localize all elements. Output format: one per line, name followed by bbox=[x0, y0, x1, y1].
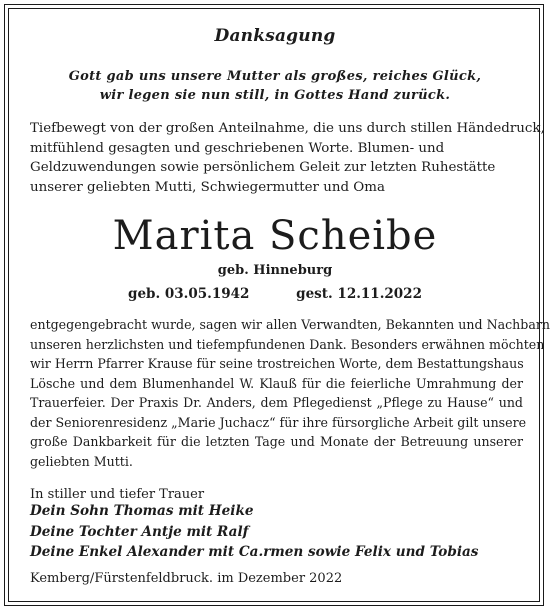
mourners-list bbox=[30, 501, 530, 563]
intro-line: mitfühlend gesagten und geschriebenen Worte. Blumen- und bbox=[30, 140, 445, 156]
thanks-line: wir Herrn Pfarrer Krause für seine trostreichen Worte, dem Bestattungshaus bbox=[30, 356, 524, 371]
birth-date: geb. 03.05.1942 bbox=[128, 286, 250, 302]
verse-line-1: Gott gab uns unsere Mutter als großes, reiches Glück, bbox=[68, 69, 482, 84]
intro-line: Tiefbewegt von der großen Anteilnahme, die uns durch stillen Händedruck, bbox=[30, 121, 545, 136]
mourner-grandchildren: Deine Enkel Alexander mit Ca.rmen sowie Felix und Tobias bbox=[30, 544, 479, 560]
thanks-line: der Seniorenresidenz „Marie Juchacz“ für ihre fürsorgliche Arbeit gilt unsere bbox=[30, 414, 527, 430]
thanks-line: unseren herzlichsten und tiefempfundenen Dank. Besonders erwähnen möchten bbox=[30, 336, 545, 352]
mourner-son: Dein Sohn Thomas mit Heike bbox=[30, 503, 254, 519]
thanks-line: Lösche und dem Blumenhandel W. Klauß für die feierliche Umrahmung der bbox=[30, 375, 523, 391]
mourner-daughter: Deine Tochter Antje mit Ralf bbox=[30, 523, 249, 540]
closing-phrase: In stiller und tiefer Trauer bbox=[30, 487, 205, 502]
deceased-name: Marita Scheibe bbox=[112, 213, 438, 259]
intro-paragraph bbox=[30, 119, 545, 197]
intro-line: unserer geliebten Mutti, Schwiegermutter und Oma bbox=[30, 179, 385, 195]
thanks-line: entgegengebracht wurde, sagen wir allen Verwandten, Bekannten und Nachbarn bbox=[30, 317, 550, 332]
thanks-paragraph bbox=[30, 315, 550, 471]
maiden-name: geb. Hinneburg bbox=[217, 263, 333, 278]
intro-line: Geldzuwendungen sowie persönlichem Geleit zur letzten Ruhestätte bbox=[30, 160, 496, 175]
thanks-line: Trauerfeier. Der Praxis Dr. Anders, dem Pflegedienst „Pflege zu Hause“ und bbox=[30, 395, 523, 410]
place-and-date: Kemberg/Fürstenfeldbruck. im Dezember 2022 bbox=[30, 571, 343, 586]
life-dates bbox=[0, 286, 550, 302]
thanks-line: geliebten Mutti. bbox=[30, 453, 133, 469]
heading: Danksagung bbox=[214, 26, 336, 46]
verse-line-2: wir legen sie nun still, in Gottes Hand zurück. bbox=[99, 88, 451, 103]
death-date: gest. 12.11.2022 bbox=[296, 286, 422, 302]
thanks-line: große Dankbarkeit für die letzten Tage und Monate der Betreuung unserer bbox=[30, 434, 523, 449]
